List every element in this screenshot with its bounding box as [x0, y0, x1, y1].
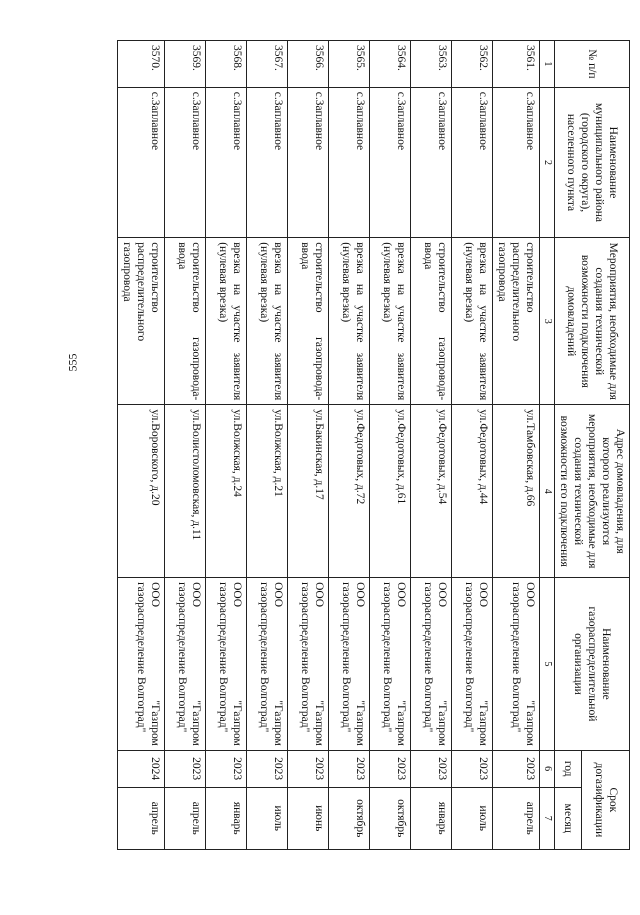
row-place: с.Заплавное [246, 87, 287, 237]
row-month: июль [246, 787, 287, 849]
header-measure: Мероприятия, необходимые для создания технической возможности подключения домовладений [554, 238, 629, 405]
row-year: 2023 [410, 750, 451, 787]
table-row [287, 41, 328, 850]
header-place: Наименование муниципального района (городского округа), населенного пункта [554, 87, 629, 237]
column-number: 3 [539, 238, 554, 405]
row-year: 2023 [205, 750, 246, 787]
row-org: ООО "Газпром газораспределение Волгоград" [328, 578, 369, 751]
row-place: с.Заплавное [492, 87, 539, 237]
row-month: июнь [287, 787, 328, 849]
row-org: ООО "Газпром газораспределение Волгоград" [117, 578, 164, 751]
row-address: ул.Федотовых, д.54 [410, 405, 451, 578]
row-number: 3567. [246, 41, 287, 88]
row-number: 3562. [451, 41, 492, 88]
column-number: 4 [539, 405, 554, 578]
gasification-table [117, 40, 630, 850]
table-row [328, 41, 369, 850]
row-year: 2023 [287, 750, 328, 787]
row-year: 2023 [451, 750, 492, 787]
header-num: № п/п [554, 41, 629, 88]
row-place: с.Заплавное [328, 87, 369, 237]
table-row [246, 41, 287, 850]
row-year: 2023 [164, 750, 205, 787]
rotated-table-container [90, 40, 630, 850]
row-org: ООО "Газпром газораспределение Волгоград" [492, 578, 539, 751]
row-address: ул.Федотовых, д.72 [328, 405, 369, 578]
row-address: ул.Федотовых, д.44 [451, 405, 492, 578]
row-measure: врезка на участке заявителя (нулевая врезка) [369, 238, 410, 405]
row-number: 3570. [117, 41, 164, 88]
row-org: ООО "Газпром газораспределение Волгоград" [369, 578, 410, 751]
row-number: 3564. [369, 41, 410, 88]
row-measure: врезка на участке заявителя (нулевая врезка) [328, 238, 369, 405]
row-number: 3569. [164, 41, 205, 88]
row-year: 2023 [369, 750, 410, 787]
row-month: октябрь [369, 787, 410, 849]
row-measure: врезка на участке заявителя (нулевая врезка) [246, 238, 287, 405]
row-org: ООО "Газпром газораспределение Волгоград" [451, 578, 492, 751]
row-year: 2024 [117, 750, 164, 787]
header-month: месяц [554, 787, 581, 849]
row-place: с.Заплавное [369, 87, 410, 237]
table-body [117, 41, 539, 850]
header-address: Адрес домовладения, для которого реализуются мероприятия, необходимые для создания технической возможности его подключения [554, 405, 629, 578]
row-year: 2023 [492, 750, 539, 787]
row-address: ул.Воровского, д.20 [117, 405, 164, 578]
row-number: 3561. [492, 41, 539, 88]
table-row [492, 41, 539, 850]
row-month: январь [410, 787, 451, 849]
table-row [164, 41, 205, 850]
column-number: 6 [539, 750, 554, 787]
row-org: ООО "Газпром газораспределение Волгоград" [410, 578, 451, 751]
row-address: ул.Федотовых, д.61 [369, 405, 410, 578]
row-address: ул.Волистоломовская, д.11 [164, 405, 205, 578]
row-org: ООО "Газпром газораспределение Волгоград" [164, 578, 205, 751]
table-row [410, 41, 451, 850]
row-number: 3568. [205, 41, 246, 88]
row-address: ул.Бакинская, д.17 [287, 405, 328, 578]
row-org: ООО "Газпром газораспределение Волгоград" [287, 578, 328, 751]
table-row [451, 41, 492, 850]
row-measure: строительство распределительного газопровода [492, 238, 539, 405]
column-number: 5 [539, 578, 554, 751]
page-number: 555 [65, 353, 80, 372]
row-address: ул.Волжская, д.24 [205, 405, 246, 578]
row-measure: строительство газопровода-ввода [410, 238, 451, 405]
row-month: апрель [117, 787, 164, 849]
table-row [117, 41, 164, 850]
row-number: 3565. [328, 41, 369, 88]
row-place: с.Заплавное [451, 87, 492, 237]
header-term-group: Срок догазификации [582, 750, 630, 849]
header-year: год [554, 750, 581, 787]
row-month: июль [451, 787, 492, 849]
column-number: 1 [539, 41, 554, 88]
row-place: с.Заплавное [164, 87, 205, 237]
row-org: ООО "Газпром газораспределение Волгоград" [246, 578, 287, 751]
row-month: апрель [164, 787, 205, 849]
row-month: октябрь [328, 787, 369, 849]
row-measure: строительство газопровода-ввода [164, 238, 205, 405]
row-address: ул.Тамбовская, д.66 [492, 405, 539, 578]
column-numbers-row [539, 41, 554, 850]
row-measure: врезка на участке заявителя (нулевая врезка) [205, 238, 246, 405]
row-year: 2023 [246, 750, 287, 787]
row-org: ООО "Газпром газораспределение Волгоград" [205, 578, 246, 751]
row-measure: строительство газопровода-ввода [287, 238, 328, 405]
row-number: 3566. [287, 41, 328, 88]
row-month: январь [205, 787, 246, 849]
row-number: 3563. [410, 41, 451, 88]
row-measure: строительство распределительного газопровода [117, 238, 164, 405]
row-month: апрель [492, 787, 539, 849]
row-year: 2023 [328, 750, 369, 787]
row-place: с.Заплавное [410, 87, 451, 237]
row-place: с.Заплавное [287, 87, 328, 237]
header-org: Наименование газораспределительной организации [554, 578, 629, 751]
table-row [205, 41, 246, 850]
row-address: ул.Волжская, д.21 [246, 405, 287, 578]
row-measure: врезка на участке заявителя (нулевая врезка) [451, 238, 492, 405]
row-place: с.Заплавное [205, 87, 246, 237]
table-header [539, 41, 629, 850]
table-row [369, 41, 410, 850]
column-number: 2 [539, 87, 554, 237]
row-place: с.Заплавное [117, 87, 164, 237]
column-number: 7 [539, 787, 554, 849]
